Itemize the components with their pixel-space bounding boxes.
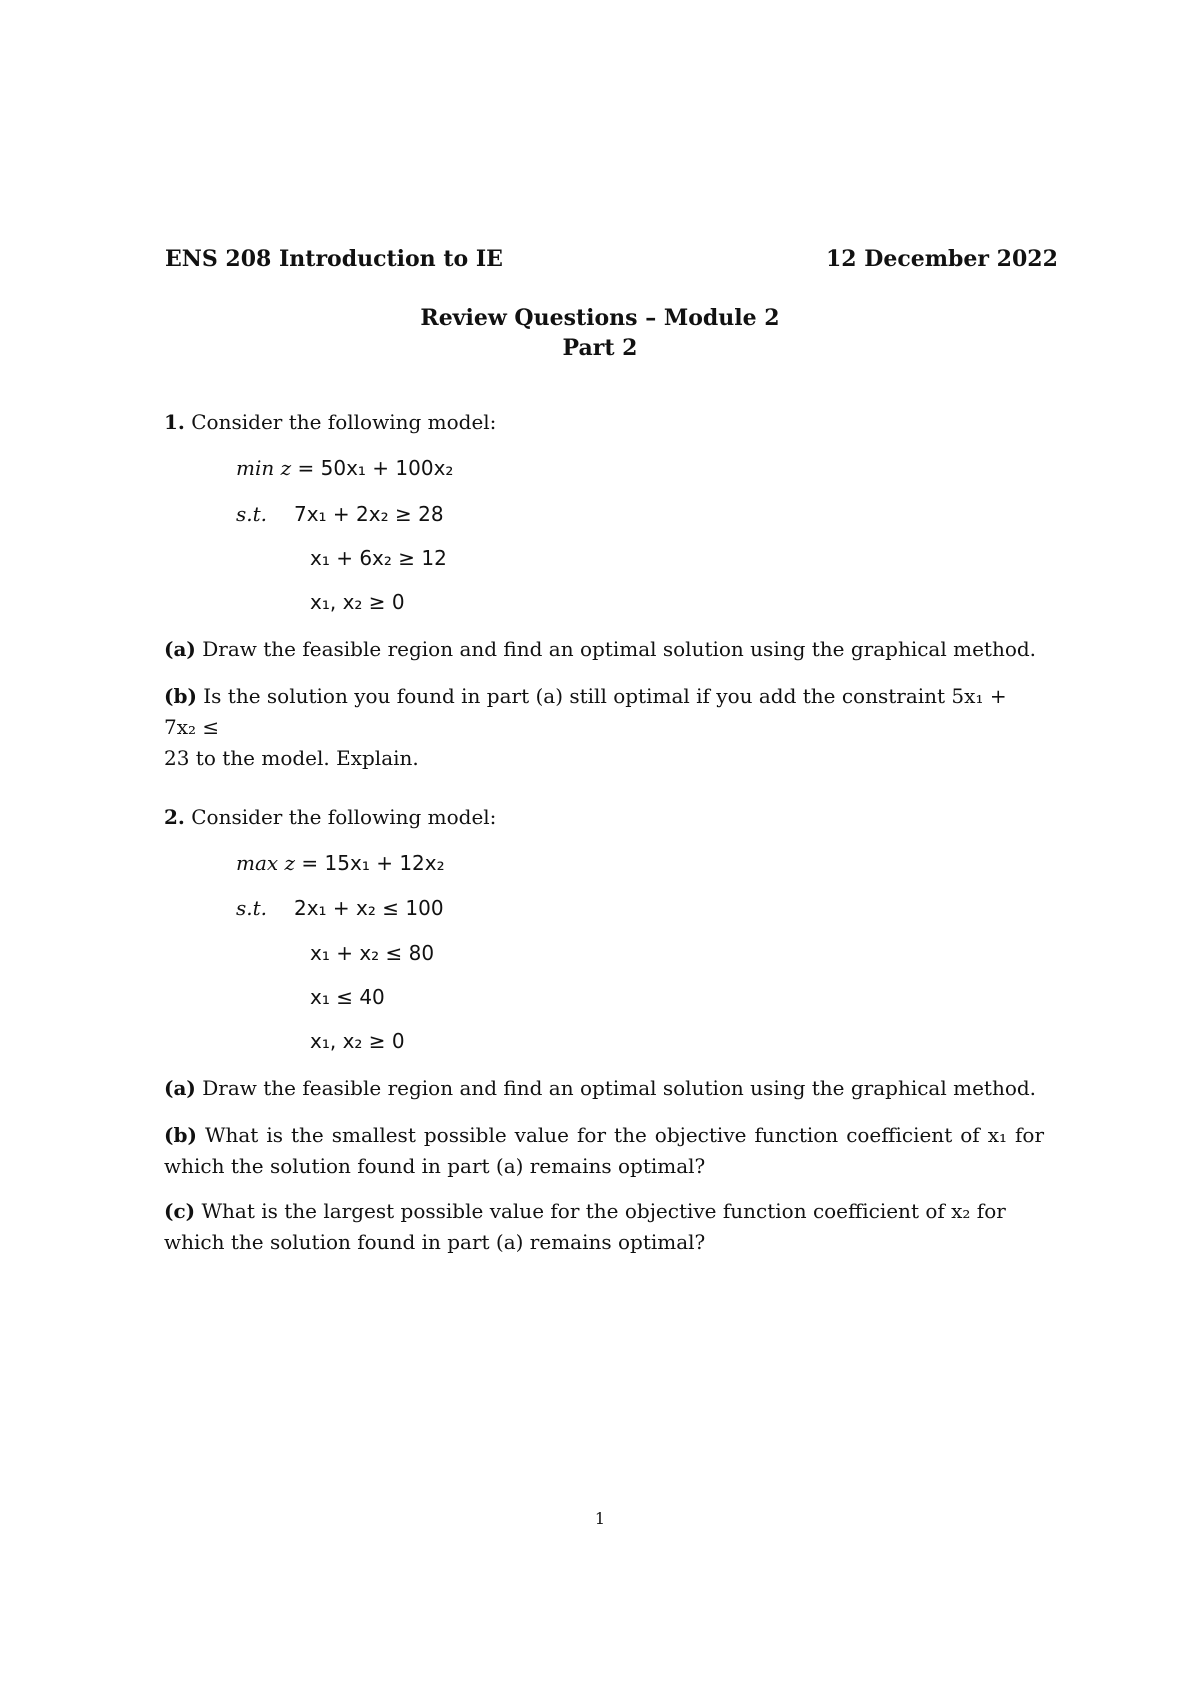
q2-objective <box>236 851 445 875</box>
question-1-intro <box>164 410 496 434</box>
q2-part-a <box>164 1073 1044 1104</box>
q2-constraint-2: x₁ + x₂ ≤ 80 <box>310 941 435 965</box>
course-title: ENS 208 Introduction to IE <box>165 246 503 272</box>
q1-objective-prefix: min z <box>236 456 292 480</box>
q2-constraint-3: x₁ ≤ 40 <box>310 985 385 1009</box>
q2-part-a-label: (a) <box>164 1076 196 1100</box>
q1-part-b-label: (b) <box>164 684 197 708</box>
document-date: 12 December 2022 <box>826 246 1058 272</box>
q2-constraint-4: x₁, x₂ ≥ 0 <box>310 1029 405 1053</box>
q1-part-a-text: Draw the feasible region and find an optimal solution using the graphical method. <box>202 637 1037 661</box>
question-2-intro <box>164 805 496 829</box>
q2-objective-rhs: = 15x₁ + 12x₂ <box>301 851 445 875</box>
q1-part-a-label: (a) <box>164 637 196 661</box>
q2-part-b <box>164 1120 1044 1182</box>
q2-part-c-label: (c) <box>164 1199 196 1223</box>
document-title: Review Questions – Module 2 <box>420 305 780 331</box>
q1-part-b-text-line1: Is the solution you found in part (a) still optimal if you add the constraint 5x₁ + 7x₂ ≤ <box>164 684 1007 739</box>
question-2-intro-text: Consider the following model: <box>191 805 497 829</box>
q1-constraint-2: x₁ + 6x₂ ≥ 12 <box>310 546 447 570</box>
question-1-number: 1. <box>164 410 185 434</box>
q2-objective-prefix: max z <box>236 851 296 875</box>
q2-part-b-label: (b) <box>164 1123 197 1147</box>
page-number: 1 <box>594 1509 606 1528</box>
question-2-number: 2. <box>164 805 185 829</box>
q1-constraint-3: x₁, x₂ ≥ 0 <box>310 590 405 614</box>
q1-part-a <box>164 634 1044 665</box>
q2-part-a-text: Draw the feasible region and find an optimal solution using the graphical method. <box>202 1076 1037 1100</box>
q2-part-b-text: What is the smallest possible value for the objective function coefficient of x₁ for which the solution found in part (a) remains optimal? <box>164 1123 1044 1178</box>
q2-part-c <box>164 1196 1044 1258</box>
question-1-intro-text: Consider the following model: <box>191 410 497 434</box>
q1-part-b <box>164 681 1044 774</box>
q1-st-label: s.t. <box>236 502 268 526</box>
q1-objective <box>236 456 453 480</box>
q2-constraint-1: 2x₁ + x₂ ≤ 100 <box>294 896 444 920</box>
q2-part-c-text: What is the largest possible value for the objective function coefficient of x₂ for which the solution found in part (a) remains optimal? <box>164 1199 1006 1254</box>
document-subtitle: Part 2 <box>562 335 638 361</box>
q1-constraint-1: 7x₁ + 2x₂ ≥ 28 <box>294 502 444 526</box>
q1-objective-rhs: = 50x₁ + 100x₂ <box>297 456 454 480</box>
q2-st-label: s.t. <box>236 896 268 920</box>
q1-part-b-text-line2: 23 to the model. Explain. <box>164 746 419 770</box>
